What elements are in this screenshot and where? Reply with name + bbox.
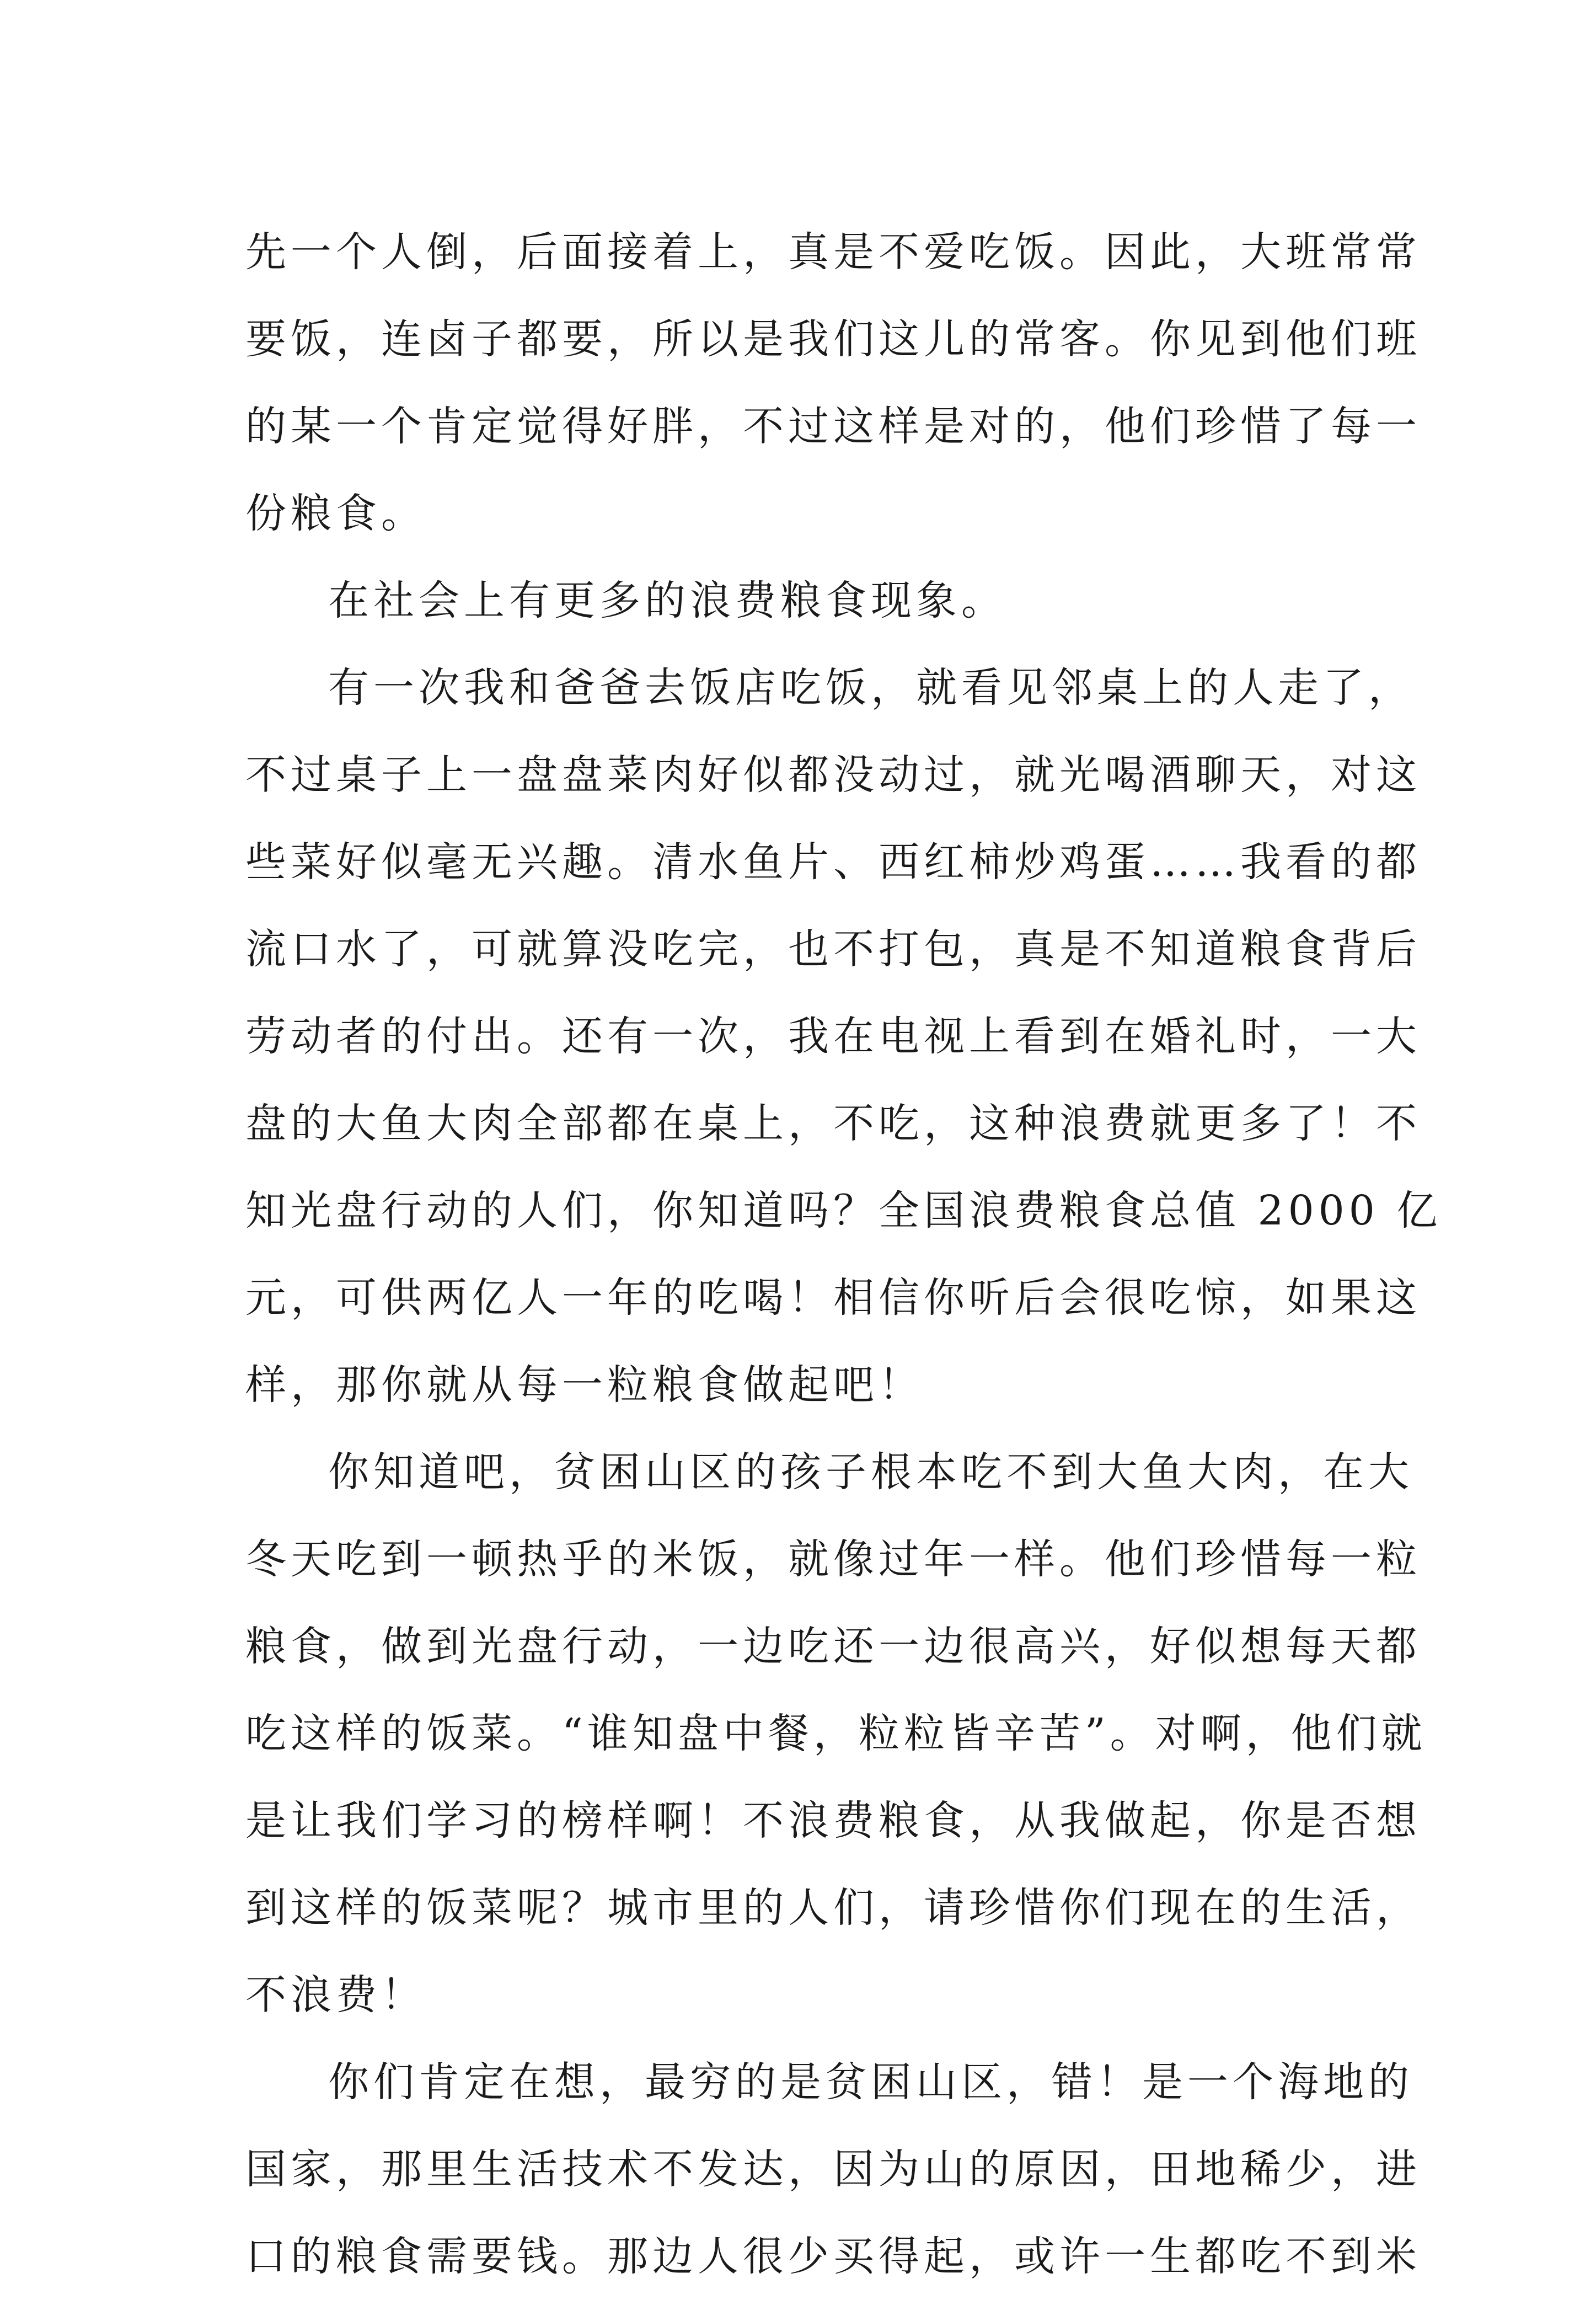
text-line: 粮食，做到光盘行动，一边吃还一边很高兴，好似想每天都 <box>245 1623 1421 1670</box>
text-line: 流口水了，可就算没吃完，也不打包，真是不知道粮食背后 <box>245 926 1421 973</box>
text-line: 的某一个肯定觉得好胖，不过这样是对的，他们珍惜了每一 <box>245 403 1421 450</box>
text-line: 吃这样的饭菜。“谁知盘中餐，粒粒皆辛苦”。对啊，他们就 <box>245 1710 1427 1757</box>
text-line: 盘的大鱼大肉全部都在桌上，不吃，这种浪费就更多了！不 <box>245 1100 1421 1147</box>
text-line: 些菜好似毫无兴趣。清水鱼片、西红柿炒鸡蛋……我看的都 <box>245 838 1421 886</box>
paragraph-first-line: 你知道吧，贫困山区的孩子根本吃不到大鱼大肉，在大 <box>328 1448 1413 1496</box>
text-line: 不过桌子上一盘盘菜肉好似都没动过，就光喝酒聊天，对这 <box>245 751 1421 799</box>
body-text <box>245 208 1442 2300</box>
text-line: 是让我们学习的榜样啊！不浪费粮食，从我做起，你是否想 <box>245 1797 1421 1844</box>
text-line: 不浪费！ <box>245 1971 426 2019</box>
text-line: 先一个人倒，后面接着上，真是不爱吃饭。因此，大班常常 <box>245 228 1421 276</box>
text-line: 到这样的饭菜呢？城市里的人们，请珍惜你们现在的生活， <box>245 1884 1421 1932</box>
text-line: 冬天吃到一顿热乎的米饭，就像过年一样。他们珍惜每一粒 <box>245 1536 1421 1583</box>
paragraph-first-line: 你们肯定在想，最穷的是贫困山区，错！是一个海地的 <box>328 2058 1413 2106</box>
text-line: 知光盘行动的人们，你知道吗？全国浪费粮食总值 2000 亿 <box>245 1187 1442 1234</box>
text-line: 口的粮食需要钱。那边人很少买得起，或许一生都吃不到米 <box>245 2233 1421 2280</box>
text-line: 劳动者的付出。还有一次，我在电视上看到在婚礼时，一大 <box>245 1013 1421 1060</box>
text-line: 要饭，连卤子都要，所以是我们这儿的常客。你见到他们班 <box>245 315 1421 363</box>
text-line: 份粮食。 <box>245 490 426 537</box>
paragraph-first-line: 有一次我和爸爸去饭店吃饭，就看见邻桌上的人走了， <box>328 664 1413 712</box>
text-line: 国家，那里生活技术不发达，因为山的原因，田地稀少，进 <box>245 2146 1421 2193</box>
paragraph-first-line: 在社会上有更多的浪费粮食现象。 <box>328 577 1006 624</box>
text-line: 样，那你就从每一粒粮食做起吧！ <box>245 1361 924 1409</box>
text-line: 元，可供两亿人一年的吃喝！相信你听后会很吃惊，如果这 <box>245 1274 1421 1322</box>
